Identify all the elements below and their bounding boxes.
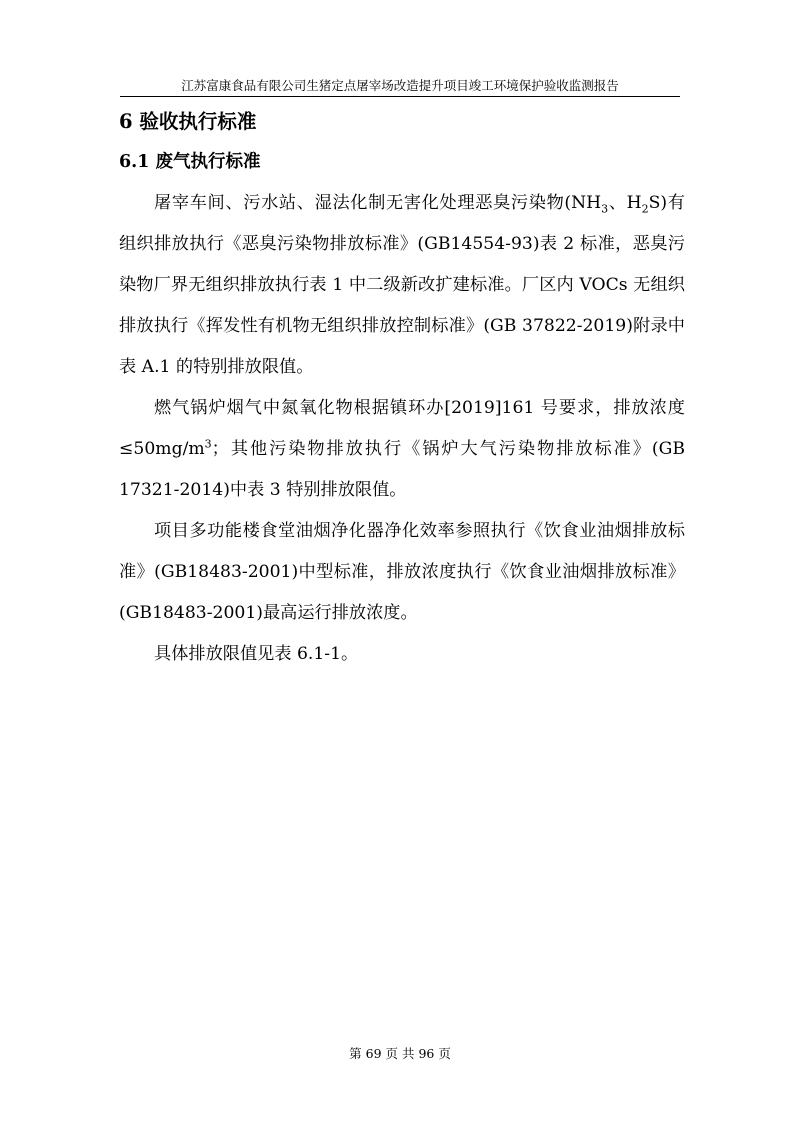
- paragraph-waste-gas-odor: [119, 183, 685, 388]
- subsection-title: 6.1 废气执行标准: [119, 152, 261, 172]
- paragraph-text: 、H: [608, 193, 642, 213]
- section-title: 6 验收执行标准: [119, 110, 257, 133]
- subscript: 3: [601, 202, 609, 216]
- page-number: 第 69 页 共 96 页: [349, 1046, 451, 1061]
- paragraph-table-reference: 具体排放限值见表 6.1-1。: [154, 644, 359, 664]
- paragraph-text: S)有组织排放执行《恶臭污染物排放标准》(GB14554-93)表 2 标准，恶臭污染物厂界无组织排放执行表 1 中二级新改扩建标准。厂区内 VOCs 无组织排放执行《挥发性有机物无组织排放控制标准》(GB 37822-2019)附录中表 A.1 的特别排放限值。: [119, 193, 685, 377]
- paragraph-text: 屠宰车间、污水站、湿法化制无害化处理恶臭污染物(NH: [154, 193, 602, 213]
- subscript: 2: [641, 202, 649, 216]
- page-header: 江苏富康食品有限公司生猪定点屠宰场改造提升项目竣工环境保护验收监测报告: [120, 76, 680, 97]
- superscript: 3: [204, 437, 212, 451]
- paragraph-boiler-flue-gas: [119, 388, 685, 511]
- paragraph-text: ；其他污染物排放执行《锅炉大气污染物排放标准》(GB 17321-2014)中表 3 特别排放限值。: [119, 439, 685, 500]
- paragraph-text: 燃气锅炉烟气中氮氧化物根据镇环办[2019]161 号要求，排放浓度≤50mg/m: [119, 398, 685, 459]
- paragraph-cooking-fume: 项目多功能楼食堂油烟净化器净化效率参照执行《饮食业油烟排放标准》(GB18483-2001)中型标准，排放浓度执行《饮食业油烟排放标准》(GB18483-2001)最高运行排放浓度。: [119, 521, 685, 623]
